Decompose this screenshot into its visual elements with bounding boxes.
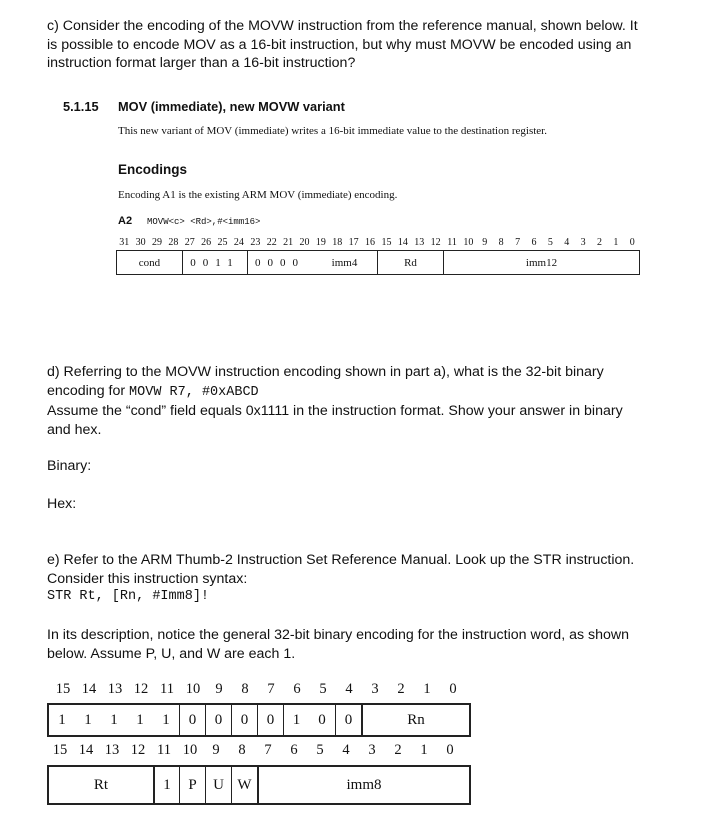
word1-bit: 0 [205, 705, 231, 735]
section-title: MOV (immediate), new MOVW variant [118, 99, 345, 114]
ref-bit-number: 17 [348, 237, 359, 248]
ref-bit-number: 27 [184, 237, 195, 248]
movw-code: MOVW R7, #0xABCD [129, 384, 259, 400]
fixed-bits-low: 0000 [247, 251, 312, 274]
word1-bit-number: 8 [241, 681, 249, 697]
word1-bit-number: 12 [133, 681, 149, 697]
cond-field: cond [138, 256, 161, 269]
word1-bit-number: 2 [397, 681, 405, 697]
ref-bit-number: 0 [629, 237, 635, 248]
word1-bit-number: 3 [371, 681, 379, 697]
word2-bit-number: 5 [316, 742, 324, 758]
word1-bit: 0 [318, 711, 326, 728]
word2-bit-number: 7 [264, 742, 272, 758]
ref-bit-number: 19 [315, 237, 326, 248]
ref-bit-number: 22 [266, 237, 277, 248]
part-d-line-1: d) Referring to the MOVW instruction encoding shown in part a), what is the 32-bit binary [47, 364, 604, 380]
hex-label: Hex: [47, 496, 77, 512]
word1-bit: 0 [179, 705, 205, 735]
part-c-line-1: c) Consider the encoding of the MOVW instruction from the reference manual, shown below. It [47, 18, 638, 34]
word1-fixed-bits [49, 705, 361, 735]
encoding-note: Encoding A1 is the existing ARM MOV (immediate) encoding. [118, 189, 398, 201]
word2-bit-number: 2 [394, 742, 402, 758]
ref-bit-number: 29 [151, 237, 162, 248]
word2-bit-number: 15 [52, 742, 68, 758]
word2-bit: U [205, 767, 231, 803]
word1-bit-numbers [50, 681, 466, 698]
word1-bit-number: 1 [423, 681, 431, 697]
ref-bit-number: 31 [119, 237, 130, 248]
word2-bit: W [231, 767, 257, 803]
ref-bit-number: 10 [463, 237, 474, 248]
ref-bit-number: 13 [414, 237, 425, 248]
ref-bit-number: 12 [430, 237, 441, 248]
encodings-heading: Encodings [118, 162, 188, 177]
word1-bit-number: 5 [319, 681, 327, 697]
ref-bit-number: 24 [233, 237, 244, 248]
part-e-line-4: In its description, notice the general 32-bit binary encoding for the instruction word, as shown [47, 627, 630, 643]
ref-bit-number: 20 [299, 237, 310, 248]
part-c-line-2: is possible to encode MOV as a 16-bit instruction, but why must MOVW be encoded using an [47, 36, 632, 53]
ref-bit-number: 30 [135, 237, 146, 248]
ref-bit-number: 14 [397, 237, 408, 248]
ref-bit-number: 4 [564, 237, 570, 248]
section-description: This new variant of MOV (immediate) writes a 16-bit immediate value to the destination register. [118, 125, 547, 137]
str-word1-box [47, 703, 471, 737]
word1-bit-number: 4 [345, 681, 353, 697]
word1-bit: 1 [110, 711, 118, 728]
word2-bit-number: 0 [446, 742, 454, 758]
movw-encoding-box [116, 250, 640, 275]
word2-bit-number: 1 [420, 742, 428, 758]
ref-bit-number: 18 [332, 237, 343, 248]
part-d-line-2-prefix: encoding for [47, 382, 130, 399]
word1-bit: 0 [257, 705, 283, 735]
encoding-syntax: MOVW<c> <Rd>,#<imm16> [147, 217, 261, 227]
ref-bit-number: 1 [613, 237, 619, 248]
word2-bit-number: 11 [157, 742, 171, 758]
word2-bit-number: 9 [212, 742, 220, 758]
binary-label: Binary: [47, 458, 92, 474]
word1-bit-number: 14 [81, 681, 97, 697]
word1-bit-number: 13 [107, 681, 123, 697]
ref-bit-number: 26 [201, 237, 212, 248]
word2-bit-number: 4 [342, 742, 350, 758]
imm12-field: imm12 [443, 251, 639, 274]
word1-bit: 1 [283, 705, 309, 735]
rn-field: Rn [361, 705, 469, 735]
word2-bit-number: 3 [368, 742, 376, 758]
part-c-question [47, 17, 687, 73]
word1-bit-number: 15 [55, 681, 71, 697]
word2-bit-number: 13 [104, 742, 120, 758]
ref-bit-number: 28 [168, 237, 179, 248]
part-e-line-1: e) Refer to the ARM Thumb-2 Instruction Set Reference Manual. Look up the STR instruction. [47, 552, 635, 568]
word2-bit-number: 14 [78, 742, 94, 758]
part-e-description [47, 626, 687, 663]
imm8-field: imm8 [257, 767, 469, 803]
ref-bit-number: 23 [250, 237, 261, 248]
word2-bit-number: 12 [130, 742, 146, 758]
word2-bit: 1 [153, 767, 179, 803]
ref-bit-number: 7 [515, 237, 521, 248]
imm4-field: imm4 [331, 256, 358, 269]
rt-field: Rt [93, 776, 109, 793]
fixed-bits-high: 0011 [182, 251, 247, 274]
part-d-line-4: and hex. [47, 421, 102, 438]
word1-bit: 1 [136, 711, 144, 728]
part-d-line-2 [47, 382, 687, 403]
str-code: STR Rt, [Rn, #Imm8]! [47, 589, 210, 604]
part-d-question [47, 363, 687, 439]
ref-bit-number: 25 [217, 237, 228, 248]
word1-bit-number: 10 [185, 681, 201, 697]
ref-bit-number: 3 [580, 237, 586, 248]
word2-bit-number: 10 [182, 742, 198, 758]
ref-bit-number: 16 [365, 237, 376, 248]
section-number: 5.1.15 [63, 99, 99, 114]
word2-bit-number: 8 [238, 742, 246, 758]
ref-bit-number: 5 [547, 237, 553, 248]
part-e-line-5: below. Assume P, U, and W are each 1. [47, 645, 296, 662]
word1-bit: 1 [58, 711, 66, 728]
part-c-line-3: instruction format larger than a 16-bit instruction? [47, 55, 356, 71]
word1-bit-number: 6 [293, 681, 301, 697]
word1-bit-number: 9 [215, 681, 223, 697]
ref-bit-number: 9 [482, 237, 488, 248]
word1-bit-number: 7 [267, 681, 275, 697]
word1-bit: 0 [335, 705, 361, 735]
word1-bit: 0 [231, 705, 257, 735]
encoding-label: A2 [118, 215, 133, 227]
ref-bit-number: 21 [283, 237, 294, 248]
puw-bits [153, 767, 257, 803]
str-word2-box [47, 765, 471, 805]
part-d-line-3: Assume the “cond” field equals 0x1111 in the instruction format. Show your answer in binary [47, 403, 623, 419]
part-e-question [47, 551, 687, 607]
ref-bit-number: 6 [531, 237, 537, 248]
ref-bit-number: 8 [498, 237, 504, 248]
word2-bit: P [179, 767, 205, 803]
ref-bit-number: 2 [597, 237, 603, 248]
word1-bit-number: 0 [449, 681, 457, 697]
ref-bit-number: 11 [447, 237, 457, 248]
word1-bit: 1 [162, 711, 170, 728]
word2-bit-numbers [47, 742, 463, 759]
word2-bit-number: 6 [290, 742, 298, 758]
rd-field: Rd [377, 251, 443, 274]
ref-bit-numbers [116, 237, 641, 248]
word1-bit: 1 [84, 711, 92, 728]
part-e-line-2: Consider this instruction syntax: [47, 570, 248, 587]
ref-bit-number: 15 [381, 237, 392, 248]
word1-bit-number: 11 [160, 681, 174, 697]
